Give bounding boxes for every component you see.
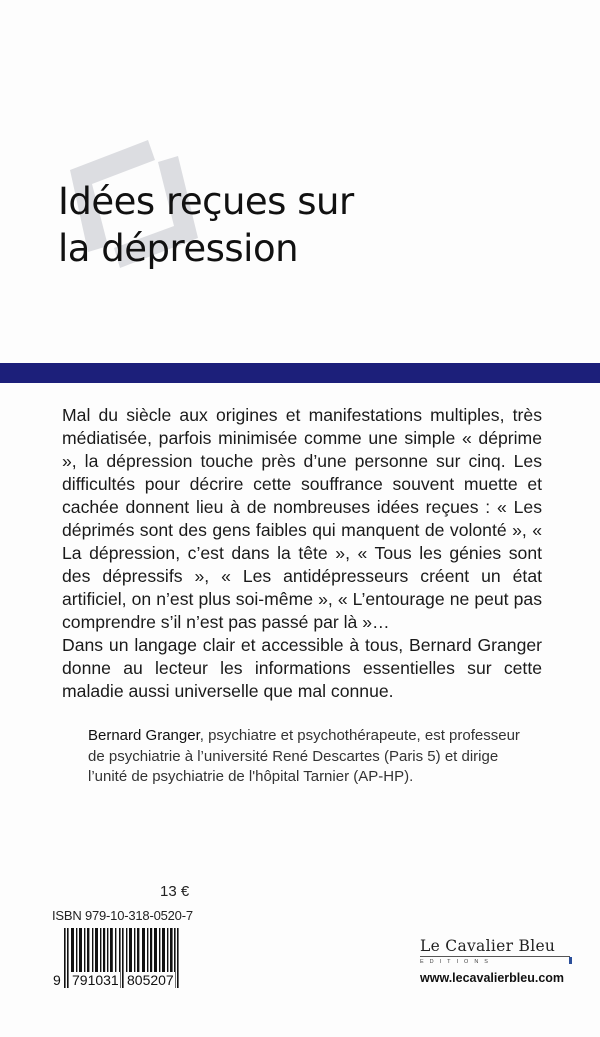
title-line-1: Idées reçues sur xyxy=(58,180,354,223)
publisher-subtitle: EDITIONS xyxy=(420,959,570,965)
book-title xyxy=(58,178,354,272)
publisher-logo xyxy=(420,937,570,985)
blurb-paragraph-1: Mal du siècle aux origines et manifestations multiples, très médiatisée, parfois minimisée comme une simple « déprime », la dépression touche près d’une personne sur cinq. Les difficultés pour décrire cette souffrance souvent muette et cachée donnent lieu à de nombreuses idées reçues : « Les déprimés sont des gens faibles qui manquent de volonté », « La dépression, c’est dans la tête », « Tous les génies sont des dépressifs », « Les antidépresseurs créent un état artificiel, on n’est plus soi-même », « L’entourage ne peut pas comprendre s’il n’est pas passé par là »… xyxy=(62,405,542,632)
back-cover-blurb xyxy=(62,404,542,703)
author-bio xyxy=(88,726,528,788)
publisher-name: Le Cavalier Bleu xyxy=(420,937,570,957)
author-bio-text: , psychiatre et psychothérapeute, est professeur de psychiatrie à l’université René Descartes (Paris 5) et dirige l’unité de psychiatrie de l'hôpital Tarnier (AP-HP). xyxy=(88,727,520,785)
price: 13 € xyxy=(160,883,190,900)
author-name: Bernard Granger xyxy=(88,727,200,744)
barcode-digits-right: 805207 xyxy=(127,972,174,988)
publisher-url: www.lecavalierbleu.com xyxy=(420,971,565,985)
barcode-digit-first: 9 xyxy=(53,972,61,988)
isbn: ISBN 979-10-318-0520-7 xyxy=(52,908,193,923)
blurb-paragraph-2: Dans un langage clair et accessible à tous, Bernard Granger donne au lecteur les informations essentielles sur cette maladie aussi universelle que mal connue. xyxy=(62,635,542,701)
accent-band xyxy=(0,363,600,383)
title-line-2: la dépression xyxy=(58,227,299,270)
barcode-digits-left: 791031 xyxy=(72,972,119,988)
